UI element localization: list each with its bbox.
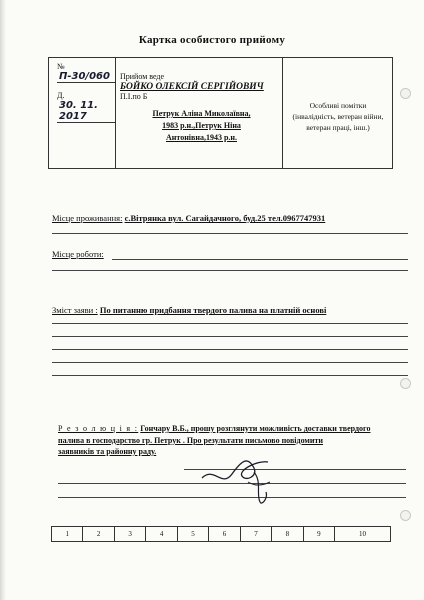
registration-number: П-30/060 xyxy=(57,71,115,83)
reception-cell xyxy=(120,72,283,144)
scan-edge-shadow xyxy=(0,0,6,600)
visitor-line-1: Петрук Аліна Миколаївна, xyxy=(152,109,251,118)
punch-hole-middle xyxy=(400,378,411,389)
visitor-label: П.І.по Б xyxy=(120,92,148,101)
registration-cell xyxy=(57,62,115,123)
residence-value: с.Вітрянка вул. Сагайдачного, буд.25 тел.0967747931 xyxy=(124,213,326,223)
page-number-cell: 4 xyxy=(146,527,177,542)
work-line-2 xyxy=(52,270,408,271)
notes-line-3: ветеран праці, інш.) xyxy=(306,123,370,132)
resolution-text-1: Гончару В.Б., прошу розглянути можливість доставки твердого xyxy=(140,424,371,433)
page-number-cell: 5 xyxy=(177,527,208,542)
residence-line xyxy=(52,233,408,234)
signature-mark xyxy=(196,452,284,512)
date-label: Д. xyxy=(57,91,65,100)
punch-hole-top xyxy=(400,88,411,99)
page-number-cell: 3 xyxy=(114,527,145,542)
page-number-table xyxy=(51,526,391,542)
header-divider-left xyxy=(115,58,116,168)
request-line-2 xyxy=(52,336,408,337)
resolution-text-2: палива в господарство гр. Петрук . Про результати письмово повідомити xyxy=(58,435,324,445)
request-line-4 xyxy=(52,362,408,363)
number-label: № xyxy=(57,62,65,71)
work-field xyxy=(52,249,104,259)
special-notes-cell xyxy=(285,100,391,133)
head-prefix: Прийом веде xyxy=(120,72,165,81)
page-title: Картка особистого прийому xyxy=(138,34,286,46)
request-line-3 xyxy=(52,349,408,350)
registration-date: 30. 11. 2017 xyxy=(57,100,115,123)
page-number-cell: 2 xyxy=(83,527,114,542)
official-name: БОЙКО ОЛЕКСІЙ СЕРГІЙОВИЧ xyxy=(120,82,264,92)
page-number-cell: 10 xyxy=(335,527,391,542)
page-number-cell: 6 xyxy=(209,527,240,542)
notes-line-2: (інвалідність, ветеран війни, xyxy=(292,112,384,121)
page-number-cell: 7 xyxy=(240,527,271,542)
header-table xyxy=(48,57,393,169)
residence-label: Місце проживання: xyxy=(52,213,123,223)
page-number-cell: 9 xyxy=(303,527,334,542)
resolution-line-1 xyxy=(58,423,410,435)
visitor-names xyxy=(120,108,283,144)
page-number-cell: 1 xyxy=(52,527,83,542)
visitor-line-3: Антонівна,1943 р.н. xyxy=(165,133,238,142)
work-label: Місце роботи: xyxy=(52,249,104,259)
request-line-1 xyxy=(52,323,408,324)
page-number-cell: 8 xyxy=(272,527,303,542)
request-value: По питанню придбання твердого палива на платній основі xyxy=(99,305,327,315)
resolution-text-3: заявників та районну раду. xyxy=(58,447,157,456)
notes-title: Особливі помітки xyxy=(309,101,367,110)
request-label: Зміст заяви : xyxy=(52,305,98,315)
punch-hole-bottom xyxy=(400,510,411,521)
page-number-row xyxy=(52,527,391,542)
request-line-5 xyxy=(52,375,408,376)
request-field xyxy=(52,305,326,315)
residence-field xyxy=(52,213,325,223)
work-line-1 xyxy=(112,259,408,260)
resolution-label: Р е з о л ю ц і я : xyxy=(58,424,139,433)
visitor-line-2: 1983 р.н.,Петрук Ніна xyxy=(162,121,241,130)
